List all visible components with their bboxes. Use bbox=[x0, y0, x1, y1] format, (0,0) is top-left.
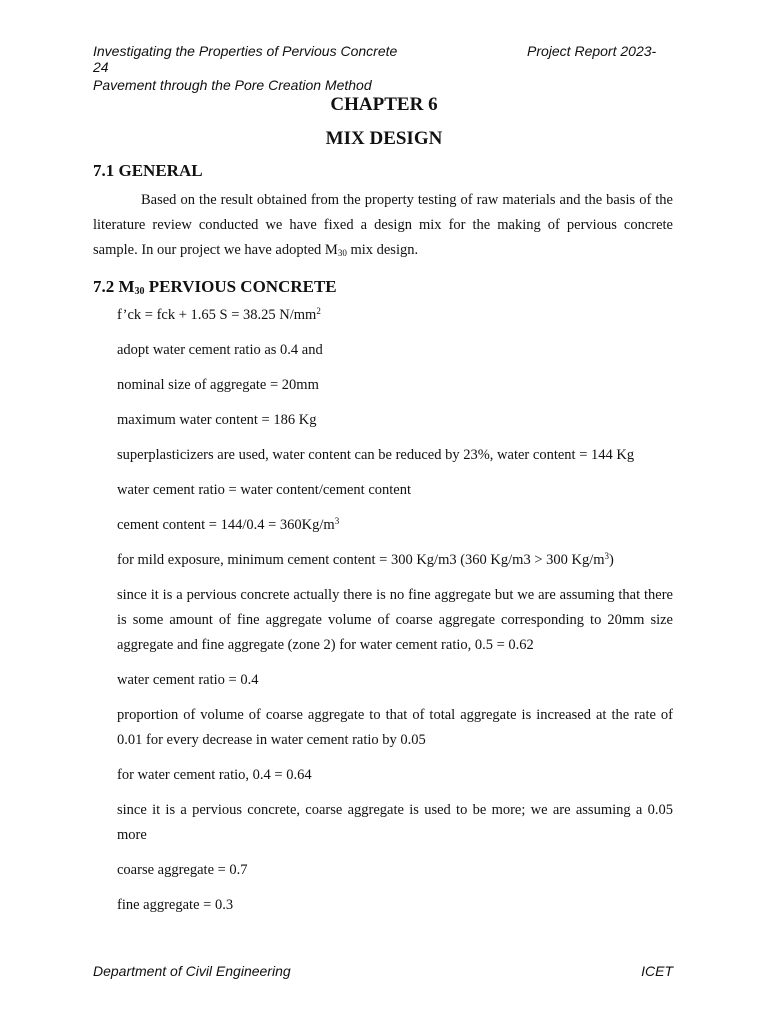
mix-design-step bbox=[117, 303, 673, 328]
step-text: nominal size of aggregate = 20mm bbox=[117, 377, 319, 393]
header-report-year-wrap: 24 bbox=[93, 59, 109, 75]
mix-design-step bbox=[117, 583, 673, 658]
mix-design-step bbox=[117, 478, 673, 503]
general-paragraph-end: mix design. bbox=[346, 242, 419, 258]
mix-design-step bbox=[117, 408, 673, 433]
page-footer bbox=[93, 963, 673, 979]
step-text-end: ) bbox=[609, 552, 614, 568]
general-paragraph bbox=[93, 188, 673, 263]
step-text: water cement ratio = water content/cement content bbox=[117, 482, 412, 498]
mix-design-steps bbox=[117, 303, 673, 928]
step-text: for water cement ratio, 0.4 = 0.64 bbox=[117, 767, 312, 783]
step-text: maximum water content = 186 Kg bbox=[117, 412, 317, 428]
header-report-label: Project Report 2023- bbox=[527, 43, 657, 59]
mix-design-step bbox=[117, 763, 673, 788]
mix-design-step bbox=[117, 338, 673, 363]
footer-department: Department of Civil Engineering bbox=[93, 963, 291, 979]
mix-design-step bbox=[117, 548, 673, 573]
step-text: since it is a pervious concrete actually there is no fine aggregate but we are assuming that there is some amount of fine aggregate volume of coarse aggregate corresponding to 20mm size aggregate and fine aggregate (zone 2) for water cement ratio, 0.5 = 0.62 bbox=[117, 587, 673, 653]
step-text: superplasticizers are used, water content can be reduced by 23%, water content = 144 Kg bbox=[117, 447, 635, 463]
mix-design-step bbox=[117, 443, 673, 468]
mix-design-step bbox=[117, 668, 673, 693]
step-superscript: 2 bbox=[316, 306, 321, 316]
step-text: coarse aggregate = 0.7 bbox=[117, 862, 248, 878]
step-superscript: 3 bbox=[604, 551, 610, 561]
mix-design-step bbox=[117, 513, 673, 538]
mix-design-step bbox=[117, 858, 673, 883]
step-text: f’ck = fck + 1.65 S = 38.25 N/mm bbox=[117, 307, 317, 323]
step-text: since it is a pervious concrete, coarse aggregate is used to be more; we are assuming a 0.05 more bbox=[117, 802, 673, 843]
section-heading-m30-prefix: 7.2 M bbox=[93, 277, 135, 296]
grade-subscript: 30 bbox=[337, 248, 347, 258]
mix-design-step bbox=[117, 893, 673, 918]
step-text: water cement ratio = 0.4 bbox=[117, 672, 259, 688]
section-heading-m30 bbox=[93, 277, 337, 297]
section-heading-general: 7.1 GENERAL bbox=[93, 161, 203, 180]
section-heading-m30-suffix: PERVIOUS CONCRETE bbox=[144, 277, 337, 296]
mix-design-step bbox=[117, 373, 673, 398]
step-text: proportion of volume of coarse aggregate to that of total aggregate is increased at the rate of 0.01 for every decrease in water cement ratio by 0.05 bbox=[117, 707, 673, 748]
page-header bbox=[93, 43, 673, 75]
footer-institute: ICET bbox=[641, 963, 673, 979]
header-title-line2: Pavement through the Pore Creation Method bbox=[93, 77, 372, 93]
step-text: for mild exposure, minimum cement content = 300 Kg/m3 (360 Kg/m3 > 300 Kg/m bbox=[117, 552, 605, 568]
mix-design-step bbox=[117, 798, 673, 848]
step-text: fine aggregate = 0.3 bbox=[117, 897, 234, 913]
chapter-number: CHAPTER 6 bbox=[330, 94, 438, 115]
mix-design-step bbox=[117, 703, 673, 753]
step-superscript: 3 bbox=[334, 516, 340, 526]
section-heading-m30-subscript: 30 bbox=[134, 286, 145, 297]
step-text: cement content = 144/0.4 = 360Kg/m bbox=[117, 517, 335, 533]
general-paragraph-text: Based on the result obtained from the property testing of raw materials and the basis of the literature review conducted we have fixed a design mix for the making of pervious concrete sample. In our project we have adopted M bbox=[93, 192, 673, 258]
chapter-title: MIX DESIGN bbox=[325, 128, 443, 149]
header-title-line1: Investigating the Properties of Pervious Concrete bbox=[93, 43, 398, 59]
step-text: adopt water cement ratio as 0.4 and bbox=[117, 342, 323, 358]
